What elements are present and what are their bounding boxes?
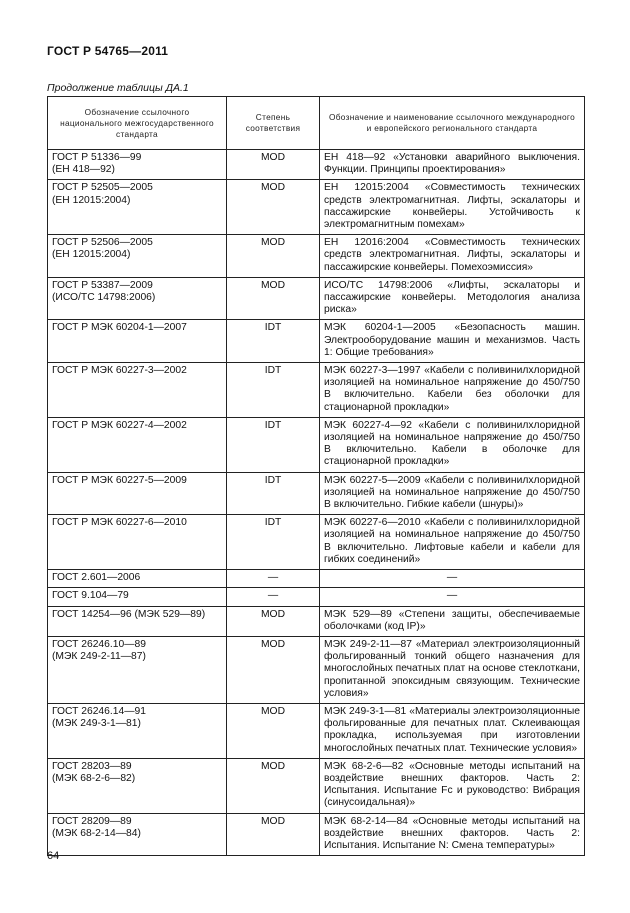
national-standard-cell: ГОСТ Р МЭК 60227-5—2009	[48, 472, 227, 515]
column-header-degree: Степень соответствия	[227, 97, 320, 150]
table-row	[48, 606, 585, 636]
document-header: ГОСТ Р 54765—2011	[47, 44, 169, 58]
table-row	[48, 277, 585, 320]
table-caption: Продолжение таблицы ДА.1	[47, 82, 189, 94]
national-standard-cell: ГОСТ Р 53387—2009 (ИСО/ТС 14798:2006)	[48, 277, 227, 320]
degree-cell: MOD	[227, 180, 320, 235]
national-standard-cell: ГОСТ 9.104—79	[48, 588, 227, 606]
table-row	[48, 180, 585, 235]
international-standard-cell: МЭК 249-3-1—81 «Материалы электроизоляционные фольгированные для печатных плат. Склеивающая прокладка, используемая при изготовлении многослойных печатных плат. Технические условия»	[320, 703, 585, 758]
national-standard-cell: ГОСТ 2.601—2006	[48, 570, 227, 588]
table-row	[48, 515, 585, 570]
degree-cell: MOD	[227, 150, 320, 180]
international-standard-cell: МЭК 249-2-11—87 «Материал электроизоляционный фольгированный тонкий общего назначения для многослойных печатных плат на основе стеклоткани, пропитанной эпоксидным связующим. Технические условия»	[320, 636, 585, 703]
page-number: 64	[47, 850, 60, 862]
table-header-row	[48, 97, 585, 150]
table-row	[48, 472, 585, 515]
national-standard-cell: ГОСТ Р МЭК 60204-1—2007	[48, 320, 227, 363]
degree-cell: —	[227, 588, 320, 606]
international-standard-cell: ЕН 418—92 «Установки аварийного выключения. Функции. Принципы проектирования»	[320, 150, 585, 180]
international-standard-cell: МЭК 68-2-14—84 «Основные методы испытаний на воздействие внешних факторов. Часть 2: Испытания. Испытание N: Смена температуры»	[320, 813, 585, 856]
degree-cell: MOD	[227, 813, 320, 856]
international-standard-cell: МЭК 60227-3—1997 «Кабели с поливинилхлоридной изоляцией на номинальное напряжение до 450/750 В включительно. Кабели без оболочки для стационарной прокладки»	[320, 363, 585, 418]
national-standard-cell: ГОСТ 26246.10—89 (МЭК 249-2-11—87)	[48, 636, 227, 703]
degree-cell: IDT	[227, 417, 320, 472]
international-standard-cell: ИСО/ТС 14798:2006 «Лифты, эскалаторы и пассажирские конвейеры. Методология анализа риска»	[320, 277, 585, 320]
table-row	[48, 320, 585, 363]
table-row	[48, 150, 585, 180]
degree-cell: MOD	[227, 703, 320, 758]
degree-cell: MOD	[227, 235, 320, 278]
international-standard-cell: МЭК 529—89 «Степени защиты, обеспечиваемые оболочками (код IP)»	[320, 606, 585, 636]
national-standard-cell: ГОСТ Р 52505—2005 (ЕН 12015:2004)	[48, 180, 227, 235]
international-standard-cell: МЭК 60204-1—2005 «Безопасность машин. Электрооборудование машин и механизмов. Часть 1: Общие требования»	[320, 320, 585, 363]
international-standard-cell: ЕН 12015:2004 «Совместимость технических средств электромагнитная. Лифты, эскалаторы и пассажирские конвейеры. Устойчивость к электромагнитным помехам»	[320, 180, 585, 235]
table-row	[48, 636, 585, 703]
national-standard-cell: ГОСТ Р МЭК 60227-4—2002	[48, 417, 227, 472]
international-standard-cell: МЭК 60227-6—2010 «Кабели с поливинилхлоридной изоляцией на номинальное напряжение до 450/750 В включительно. Лифтовые кабели и кабели для гибких соединений»	[320, 515, 585, 570]
national-standard-cell: ГОСТ 28209—89 (МЭК 68-2-14—84)	[48, 813, 227, 856]
degree-cell: MOD	[227, 277, 320, 320]
table-row	[48, 758, 585, 813]
degree-cell: IDT	[227, 472, 320, 515]
degree-cell: —	[227, 570, 320, 588]
degree-cell: MOD	[227, 758, 320, 813]
national-standard-cell: ГОСТ 28203—89 (МЭК 68-2-6—82)	[48, 758, 227, 813]
degree-cell: IDT	[227, 320, 320, 363]
international-standard-cell: —	[320, 570, 585, 588]
national-standard-cell: ГОСТ 26246.14—91 (МЭК 249-3-1—81)	[48, 703, 227, 758]
table-row	[48, 417, 585, 472]
table-row	[48, 235, 585, 278]
national-standard-cell: ГОСТ Р 52506—2005 (ЕН 12015:2004)	[48, 235, 227, 278]
table-row	[48, 813, 585, 856]
table-row	[48, 588, 585, 606]
national-standard-cell: ГОСТ Р МЭК 60227-3—2002	[48, 363, 227, 418]
international-standard-cell: МЭК 60227-5—2009 «Кабели с поливинилхлоридной изоляцией на номинальное напряжение до 450/750 В включительно. Гибкие кабели (шнуры)»	[320, 472, 585, 515]
column-header-international: Обозначение и наименование ссылочного международного и европейского регионального стандарта	[320, 97, 585, 150]
international-standard-cell: МЭК 60227-4—92 «Кабели с поливинилхлоридной изоляцией на номинальное напряжение до 450/750 В включительно. Кабели в оболочке для стационарной прокладки»	[320, 417, 585, 472]
degree-cell: IDT	[227, 515, 320, 570]
international-standard-cell: ЕН 12016:2004 «Совместимость технических средств электромагнитная. Лифты, эскалаторы и пассажирские конвейеры. Помехоэмиссия»	[320, 235, 585, 278]
table-row	[48, 363, 585, 418]
national-standard-cell: ГОСТ 14254—96 (МЭК 529—89)	[48, 606, 227, 636]
national-standard-cell: ГОСТ Р МЭК 60227-6—2010	[48, 515, 227, 570]
table-row	[48, 703, 585, 758]
degree-cell: MOD	[227, 606, 320, 636]
column-header-national: Обозначение ссылочного национального межгосударственного стандарта	[48, 97, 227, 150]
international-standard-cell: МЭК 68-2-6—82 «Основные методы испытаний на воздействие внешних факторов. Часть 2: Испытания. Испытание Fc и руководство: Вибрация (синусоидальная)»	[320, 758, 585, 813]
standards-table	[47, 96, 585, 856]
degree-cell: MOD	[227, 636, 320, 703]
table-row	[48, 570, 585, 588]
degree-cell: IDT	[227, 363, 320, 418]
international-standard-cell: —	[320, 588, 585, 606]
national-standard-cell: ГОСТ Р 51336—99 (ЕН 418—92)	[48, 150, 227, 180]
